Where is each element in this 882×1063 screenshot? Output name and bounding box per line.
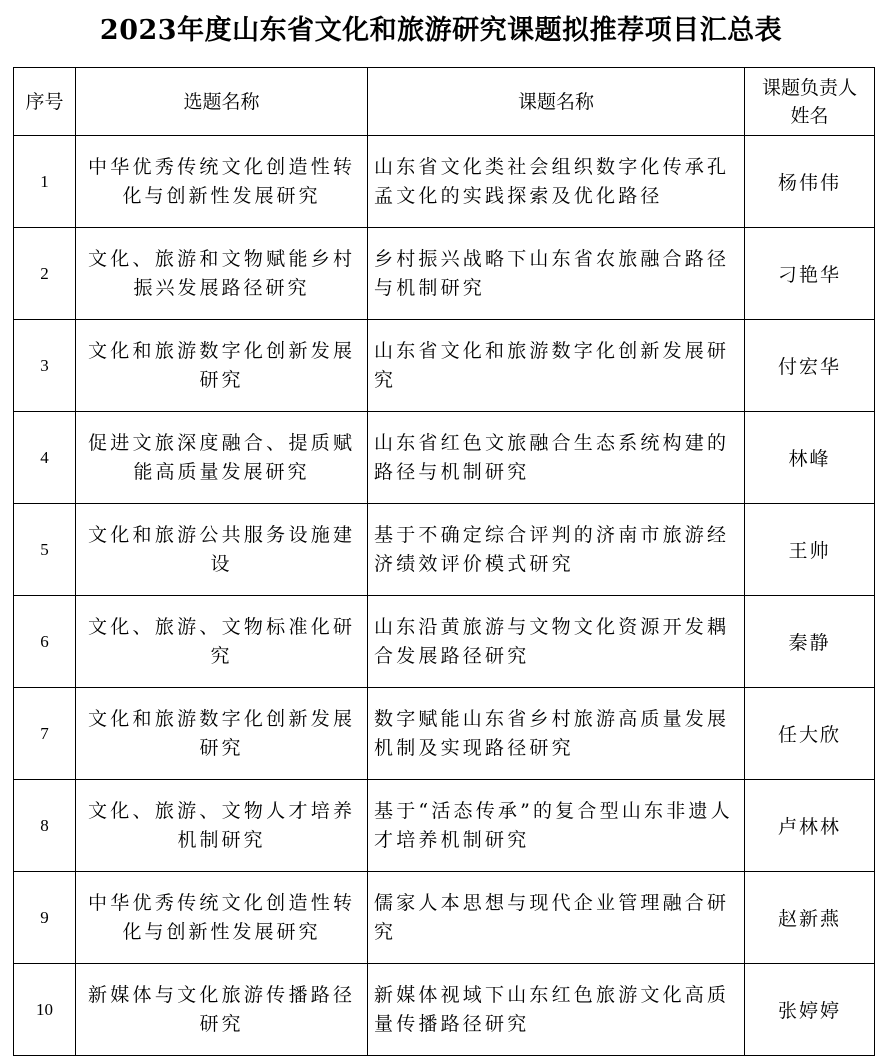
- row-person: 王帅: [745, 504, 875, 596]
- row-topic: 中华优秀传统文化创造性转化与创新性发展研究: [76, 136, 368, 228]
- row-person: 赵新燕: [745, 872, 875, 964]
- header-index: 序号: [14, 68, 76, 136]
- table-row: [14, 228, 875, 320]
- row-person: 张婷婷: [745, 964, 875, 1056]
- row-subject: 基于“活态传承”的复合型山东非遗人才培养机制研究: [368, 780, 745, 872]
- row-subject: 乡村振兴战略下山东省农旅融合路径与机制研究: [368, 228, 745, 320]
- row-subject: 新媒体视域下山东红色旅游文化高质量传播路径研究: [368, 964, 745, 1056]
- row-index: 3: [14, 320, 76, 412]
- table-row: [14, 596, 875, 688]
- table-row: [14, 136, 875, 228]
- row-index: 10: [14, 964, 76, 1056]
- row-topic: 文化、旅游、文物标准化研究: [76, 596, 368, 688]
- table-row: [14, 964, 875, 1056]
- table-row: [14, 688, 875, 780]
- row-topic: 新媒体与文化旅游传播路径研究: [76, 964, 368, 1056]
- table-header-row: [14, 68, 875, 136]
- row-topic: 文化和旅游数字化创新发展研究: [76, 688, 368, 780]
- row-index: 4: [14, 412, 76, 504]
- table-row: [14, 504, 875, 596]
- header-person: [745, 68, 875, 136]
- row-index: 1: [14, 136, 76, 228]
- table-row: [14, 780, 875, 872]
- table-row: [14, 412, 875, 504]
- row-subject: 基于不确定综合评判的济南市旅游经济绩效评价模式研究: [368, 504, 745, 596]
- row-topic: 文化、旅游和文物赋能乡村振兴发展路径研究: [76, 228, 368, 320]
- table-row: [14, 872, 875, 964]
- row-person: 秦静: [745, 596, 875, 688]
- row-index: 2: [14, 228, 76, 320]
- row-person: 任大欣: [745, 688, 875, 780]
- row-subject: 山东省红色文旅融合生态系统构建的路径与机制研究: [368, 412, 745, 504]
- row-index: 7: [14, 688, 76, 780]
- header-subject: 课题名称: [368, 68, 745, 136]
- row-subject: 山东省文化和旅游数字化创新发展研究: [368, 320, 745, 412]
- row-person: 付宏华: [745, 320, 875, 412]
- row-person: 杨伟伟: [745, 136, 875, 228]
- row-index: 6: [14, 596, 76, 688]
- row-person: 刁艳华: [745, 228, 875, 320]
- header-topic: 选题名称: [76, 68, 368, 136]
- header-person-line2: 姓名: [790, 104, 829, 127]
- row-subject: 山东沿黄旅游与文物文化资源开发耦合发展路径研究: [368, 596, 745, 688]
- row-index: 5: [14, 504, 76, 596]
- table-row: [14, 320, 875, 412]
- row-person: 林峰: [745, 412, 875, 504]
- projects-table: [13, 67, 875, 1056]
- page-title: 2023年度山东省文化和旅游研究课题拟推荐项目汇总表: [99, 15, 783, 46]
- row-subject: 儒家人本思想与现代企业管理融合研究: [368, 872, 745, 964]
- row-index: 9: [14, 872, 76, 964]
- row-person: 卢林林: [745, 780, 875, 872]
- row-topic: 文化和旅游数字化创新发展研究: [76, 320, 368, 412]
- row-topic: 文化、旅游、文物人才培养机制研究: [76, 780, 368, 872]
- row-index: 8: [14, 780, 76, 872]
- row-topic: 促进文旅深度融合、提质赋能高质量发展研究: [76, 412, 368, 504]
- row-topic: 中华优秀传统文化创造性转化与创新性发展研究: [76, 872, 368, 964]
- row-subject: 数字赋能山东省乡村旅游高质量发展机制及实现路径研究: [368, 688, 745, 780]
- row-topic: 文化和旅游公共服务设施建设: [76, 504, 368, 596]
- header-person-line1: 课题负责人: [761, 76, 857, 99]
- row-subject: 山东省文化类社会组织数字化传承孔孟文化的实践探索及优化路径: [368, 136, 745, 228]
